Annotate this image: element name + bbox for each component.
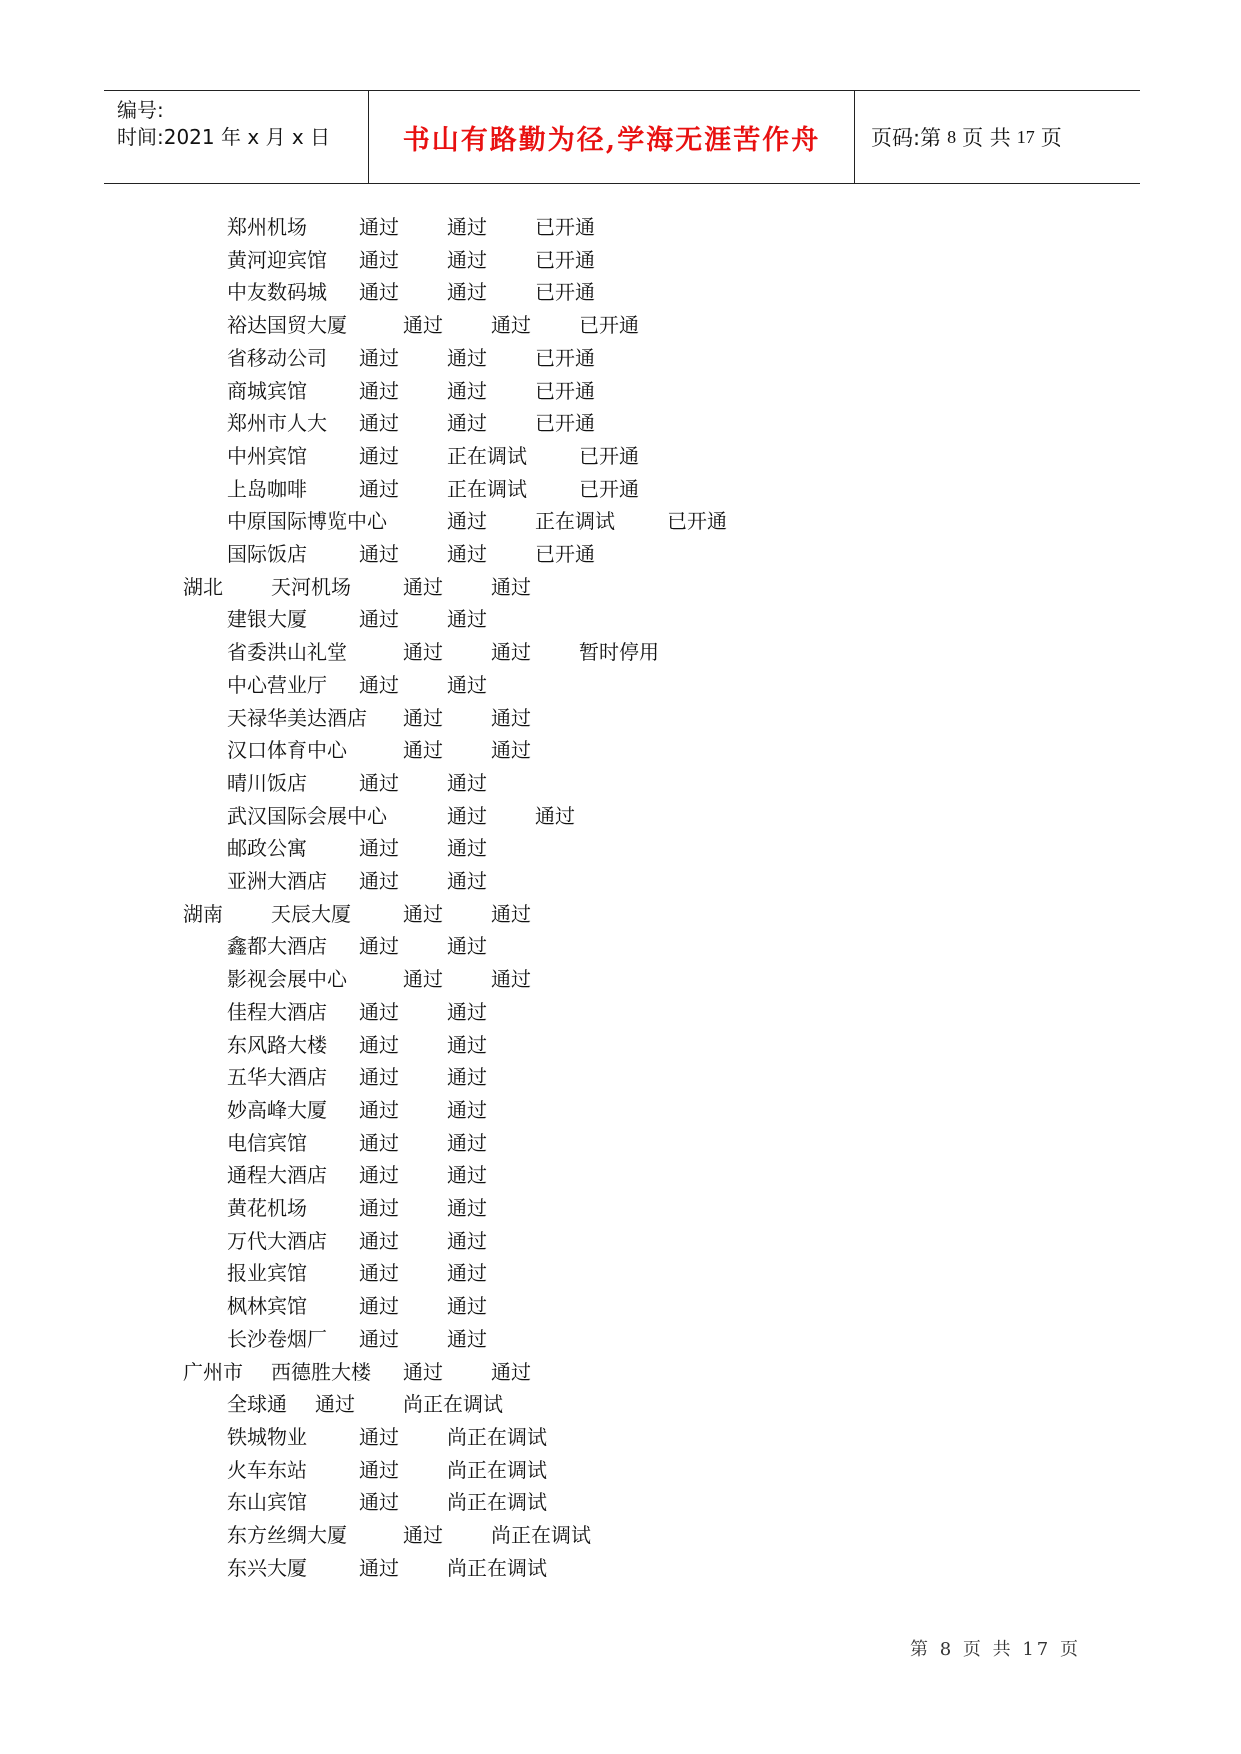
list-item [0, 603, 1241, 635]
site-name: 中原国际博览中心 [227, 509, 387, 534]
site-name: 中州宾馆 [227, 443, 307, 468]
site-name: 建银大厦 [227, 607, 307, 632]
status-value: 通过 [447, 1097, 487, 1122]
list-item [0, 1486, 1241, 1518]
site-name: 枫林宾馆 [227, 1294, 307, 1319]
site-name: 郑州机场 [227, 215, 307, 239]
status-value: 通过 [491, 640, 531, 665]
list-item [0, 800, 1241, 832]
list-item [0, 571, 1241, 603]
province-label: 广州市 [183, 1359, 243, 1384]
list-item [0, 702, 1241, 734]
list-item [0, 1225, 1241, 1257]
site-name: 东兴大厦 [227, 1555, 307, 1580]
site-name: 东山宾馆 [227, 1490, 307, 1515]
status-value: 通过 [403, 313, 443, 338]
status-value: 已开通 [535, 280, 595, 305]
page-footer: 第 8 页 共 17 页 [910, 1639, 1081, 1660]
status-value: 通过 [359, 770, 399, 795]
list-item [0, 1257, 1241, 1289]
status-value: 通过 [403, 738, 443, 763]
status-value: 通过 [447, 345, 487, 370]
status-value: 通过 [359, 1032, 399, 1057]
status-value: 通过 [491, 901, 531, 926]
province-label: 湖南 [183, 901, 223, 926]
page-current: 8 [947, 126, 957, 147]
site-name: 报业宾馆 [227, 1261, 307, 1286]
status-value: 通过 [359, 999, 399, 1024]
status-value: 通过 [359, 1424, 399, 1449]
list-item [0, 440, 1241, 472]
status-value: 尚正在调试 [491, 1523, 591, 1547]
status-value: 已开通 [579, 476, 639, 501]
status-value: 通过 [447, 770, 487, 795]
list-item [0, 1552, 1241, 1584]
status-value: 通过 [447, 1065, 487, 1090]
site-name: 天辰大厦 [271, 901, 351, 926]
list-item [0, 309, 1241, 341]
status-value: 已开通 [535, 378, 595, 403]
site-name: 中友数码城 [227, 280, 327, 305]
status-value: 通过 [359, 1228, 399, 1253]
list-item [0, 898, 1241, 930]
status-value: 通过 [359, 1294, 399, 1319]
status-value: 通过 [359, 1457, 399, 1482]
status-value: 正在调试 [447, 443, 527, 468]
page-suffix: 页 [1040, 126, 1062, 150]
list-item [0, 538, 1241, 570]
status-value: 通过 [403, 901, 443, 926]
site-name: 中心营业厅 [227, 672, 327, 697]
status-value: 通过 [447, 999, 487, 1024]
status-value: 通过 [447, 836, 487, 861]
status-value: 通过 [491, 574, 531, 599]
site-name: 影视会展中心 [227, 967, 347, 992]
status-value: 通过 [359, 247, 399, 272]
list-item [0, 1388, 1241, 1420]
site-name: 上岛咖啡 [227, 476, 307, 501]
list-item [0, 865, 1241, 897]
list-item [0, 636, 1241, 668]
site-name: 万代大酒店 [227, 1228, 327, 1253]
status-value: 通过 [359, 411, 399, 436]
site-name: 省移动公司 [227, 345, 327, 370]
header-meta-cell [104, 91, 368, 183]
site-name: 邮政公寓 [227, 836, 307, 861]
status-value: 通过 [447, 1163, 487, 1188]
status-value: 已开通 [535, 247, 595, 272]
status-value: 通过 [447, 869, 487, 893]
status-value: 通过 [447, 1130, 487, 1155]
status-value: 通过 [359, 1326, 399, 1351]
status-value: 通过 [359, 476, 399, 501]
status-value: 尚正在调试 [447, 1555, 547, 1580]
list-item [0, 276, 1241, 308]
site-name: 天河机场 [271, 574, 351, 599]
page-mid: 页 共 [962, 126, 1011, 150]
site-name: 鑫都大酒店 [227, 934, 327, 959]
status-value: 通过 [447, 411, 487, 436]
page-header [104, 90, 1140, 184]
status-value: 尚正在调试 [447, 1490, 547, 1515]
status-value: 通过 [359, 607, 399, 632]
list-item [0, 996, 1241, 1028]
status-value: 通过 [403, 640, 443, 665]
status-value: 通过 [359, 542, 399, 566]
status-value: 通过 [359, 1555, 399, 1580]
status-value: 通过 [447, 1261, 487, 1286]
site-name: 天禄华美达酒店 [227, 705, 367, 730]
status-value: 通过 [359, 1261, 399, 1286]
site-name: 火车东站 [227, 1457, 307, 1482]
status-value: 通过 [447, 509, 487, 534]
list-item [0, 963, 1241, 995]
list-item [0, 1519, 1241, 1551]
list-item [0, 767, 1241, 799]
list-item [0, 211, 1241, 243]
list-item [0, 1094, 1241, 1126]
list-item [0, 1159, 1241, 1191]
site-name: 铁城物业 [227, 1424, 307, 1449]
status-value: 通过 [447, 247, 487, 272]
site-name: 汉口体育中心 [227, 738, 347, 763]
status-value: 通过 [359, 443, 399, 468]
document-time-label: 时间:2021 年 x 月 x 日 [117, 125, 331, 149]
list-item [0, 244, 1241, 276]
status-value: 通过 [359, 1196, 399, 1220]
status-value: 通过 [359, 378, 399, 403]
site-name: 通程大酒店 [227, 1163, 327, 1188]
status-value: 通过 [447, 1196, 487, 1220]
status-value: 通过 [491, 705, 531, 730]
site-name: 晴川饭店 [227, 770, 307, 795]
list-item [0, 1356, 1241, 1388]
status-value: 已开通 [667, 509, 727, 534]
status-value: 通过 [359, 836, 399, 861]
list-item [0, 1029, 1241, 1061]
status-value: 尚正在调试 [447, 1424, 547, 1449]
site-name: 妙高峰大厦 [227, 1097, 327, 1122]
status-value: 通过 [447, 1032, 487, 1057]
status-value: 通过 [403, 1359, 443, 1384]
status-value: 通过 [403, 574, 443, 599]
list-item [0, 930, 1241, 962]
status-value: 通过 [447, 1294, 487, 1319]
status-value: 通过 [359, 1065, 399, 1090]
list-item [0, 1454, 1241, 1486]
status-value: 通过 [359, 1490, 399, 1515]
page-total: 17 [1016, 126, 1035, 147]
list-item [0, 832, 1241, 864]
header-page-cell [855, 91, 1140, 183]
site-name: 裕达国贸大厦 [227, 313, 347, 338]
status-value: 已开通 [535, 345, 595, 370]
site-name: 武汉国际会展中心 [227, 803, 387, 828]
list-item [0, 734, 1241, 766]
site-name: 亚洲大酒店 [227, 869, 327, 893]
status-value: 已开通 [535, 215, 595, 239]
status-value: 尚正在调试 [403, 1392, 503, 1417]
site-name: 电信宾馆 [227, 1130, 307, 1155]
list-item [0, 1323, 1241, 1355]
status-value: 通过 [359, 345, 399, 370]
status-value: 通过 [491, 738, 531, 763]
site-name: 西德胜大楼 [271, 1359, 371, 1384]
status-value: 通过 [359, 934, 399, 959]
list-item [0, 473, 1241, 505]
status-value: 通过 [535, 803, 575, 828]
status-value: 通过 [403, 967, 443, 992]
status-value: 已开通 [579, 443, 639, 468]
site-name: 东方丝绸大厦 [227, 1523, 347, 1547]
status-value: 正在调试 [535, 509, 615, 534]
status-value: 通过 [447, 607, 487, 632]
status-value: 暂时停用 [579, 640, 659, 665]
header-motto-cell [368, 91, 855, 183]
list-item [0, 342, 1241, 374]
province-label: 湖北 [183, 574, 223, 599]
status-value: 通过 [447, 1326, 487, 1351]
list-item [0, 1290, 1241, 1322]
status-value: 正在调试 [447, 476, 527, 501]
document-number-label: 编号: [117, 98, 164, 122]
status-value: 通过 [315, 1392, 355, 1417]
page-prefix: 页码:第 [871, 126, 942, 150]
site-name: 长沙卷烟厂 [227, 1326, 327, 1351]
site-name: 五华大酒店 [227, 1065, 327, 1090]
status-value: 通过 [447, 934, 487, 959]
status-value: 通过 [359, 1130, 399, 1155]
list-item [0, 505, 1241, 537]
list-item [0, 669, 1241, 701]
site-name: 省委洪山礼堂 [227, 640, 347, 665]
status-value: 通过 [447, 672, 487, 697]
list-item [0, 1127, 1241, 1159]
status-value: 通过 [403, 705, 443, 730]
status-value: 通过 [447, 280, 487, 305]
site-name: 黄河迎宾馆 [227, 247, 327, 272]
status-value: 通过 [447, 1228, 487, 1253]
status-value: 通过 [447, 803, 487, 828]
site-name: 国际饭店 [227, 542, 307, 566]
site-name: 商城宾馆 [227, 378, 307, 403]
status-value: 通过 [359, 672, 399, 697]
status-value: 通过 [491, 313, 531, 338]
list-item [0, 1061, 1241, 1093]
status-value: 通过 [359, 1097, 399, 1122]
list-item [0, 407, 1241, 439]
site-name: 黄花机场 [227, 1196, 307, 1220]
site-name: 郑州市人大 [227, 411, 327, 436]
header-motto: 书山有路勤为径,学海无涯苦作舟 [402, 124, 821, 156]
status-value: 通过 [447, 378, 487, 403]
status-value: 通过 [491, 1359, 531, 1384]
status-value: 已开通 [535, 411, 595, 436]
status-value: 通过 [359, 1163, 399, 1188]
list-item [0, 1192, 1241, 1224]
site-name: 佳程大酒店 [227, 999, 327, 1024]
list-item [0, 1421, 1241, 1453]
status-value: 通过 [359, 280, 399, 305]
status-value: 通过 [447, 542, 487, 566]
status-value: 尚正在调试 [447, 1457, 547, 1482]
status-value: 通过 [403, 1523, 443, 1547]
status-value: 已开通 [535, 542, 595, 566]
status-value: 通过 [447, 215, 487, 239]
site-name: 全球通 [227, 1392, 287, 1417]
status-value: 通过 [359, 869, 399, 893]
site-name: 东风路大楼 [227, 1032, 327, 1057]
status-value: 通过 [491, 967, 531, 992]
list-item [0, 375, 1241, 407]
status-value: 通过 [359, 215, 399, 239]
status-value: 已开通 [579, 313, 639, 338]
